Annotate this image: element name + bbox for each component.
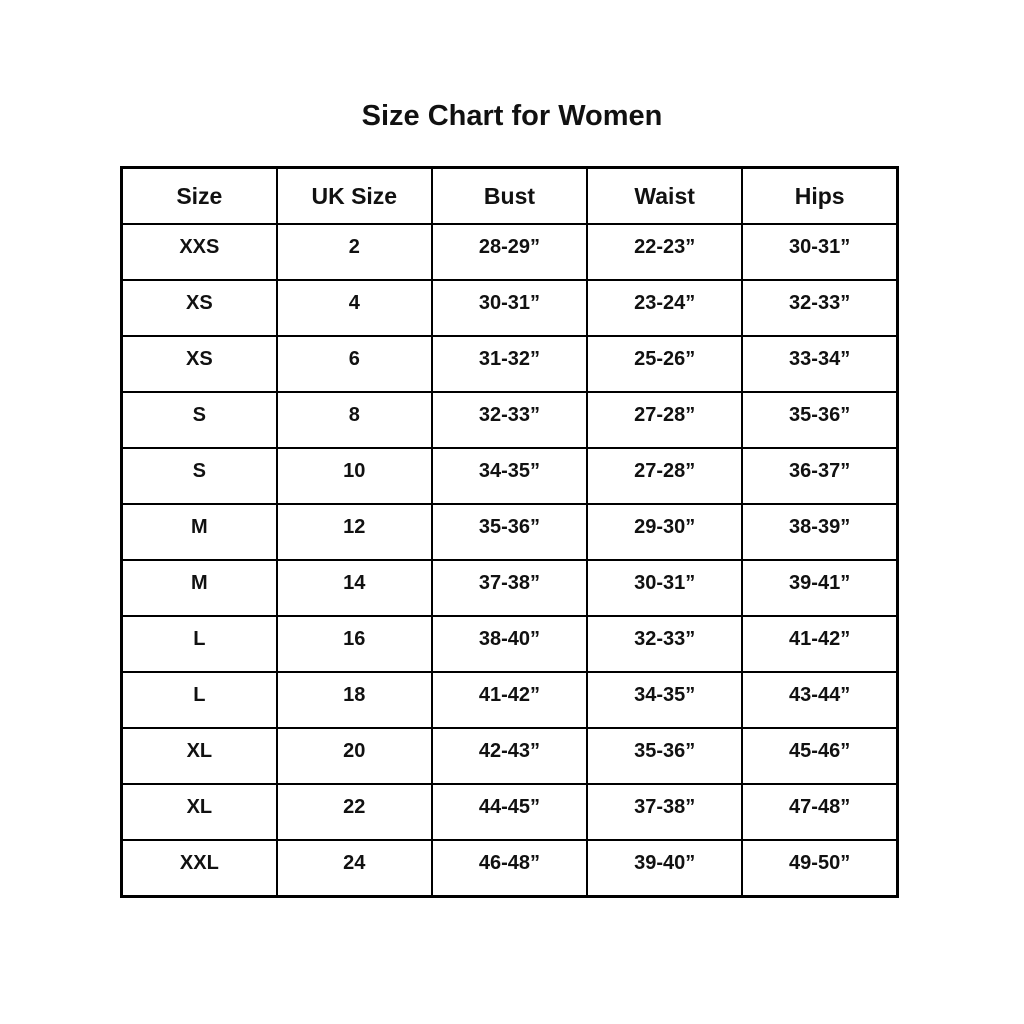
table-cell: 25-26”	[587, 336, 742, 392]
table-cell: 23-24”	[587, 280, 742, 336]
table-cell: 27-28”	[587, 392, 742, 448]
table-cell: 24	[277, 840, 432, 896]
table-cell: 49-50”	[742, 840, 897, 896]
table-cell: 39-40”	[587, 840, 742, 896]
table-cell: 37-38”	[432, 560, 587, 616]
column-header-waist: Waist	[587, 168, 742, 224]
table-row	[122, 672, 898, 728]
table-cell: 18	[277, 672, 432, 728]
table-cell: 47-48”	[742, 784, 897, 840]
table-cell: 34-35”	[432, 448, 587, 504]
table-row	[122, 616, 898, 672]
table-row	[122, 336, 898, 392]
table-row	[122, 840, 898, 896]
table-cell: 32-33”	[432, 392, 587, 448]
table-cell: 35-36”	[742, 392, 897, 448]
table-cell: 10	[277, 448, 432, 504]
table-cell: 32-33”	[742, 280, 897, 336]
table-cell: M	[122, 504, 277, 560]
table-cell: 29-30”	[587, 504, 742, 560]
column-header-size: Size	[122, 168, 277, 224]
table-cell: XS	[122, 280, 277, 336]
table-cell: 41-42”	[742, 616, 897, 672]
table-cell: 28-29”	[432, 224, 587, 280]
table-header-row	[122, 168, 898, 224]
table-cell: 12	[277, 504, 432, 560]
table-cell: XXS	[122, 224, 277, 280]
table-cell: 6	[277, 336, 432, 392]
table-cell: 35-36”	[587, 728, 742, 784]
table-cell: 42-43”	[432, 728, 587, 784]
table-cell: L	[122, 672, 277, 728]
table-row	[122, 280, 898, 336]
table-row	[122, 784, 898, 840]
table-cell: 16	[277, 616, 432, 672]
table-cell: 30-31”	[742, 224, 897, 280]
table-cell: S	[122, 448, 277, 504]
table-body	[122, 224, 898, 897]
table-cell: S	[122, 392, 277, 448]
table-row	[122, 728, 898, 784]
table-row	[122, 504, 898, 560]
table-cell: 30-31”	[432, 280, 587, 336]
table-cell: 35-36”	[432, 504, 587, 560]
table-cell: 44-45”	[432, 784, 587, 840]
table-cell: 38-39”	[742, 504, 897, 560]
table-row	[122, 560, 898, 616]
table-cell: 14	[277, 560, 432, 616]
table-row	[122, 224, 898, 280]
table-cell: 8	[277, 392, 432, 448]
table-cell: 46-48”	[432, 840, 587, 896]
table-cell: 22-23”	[587, 224, 742, 280]
table-cell: 45-46”	[742, 728, 897, 784]
table-cell: 22	[277, 784, 432, 840]
page-title: Size Chart for Women	[361, 100, 663, 132]
table-cell: 37-38”	[587, 784, 742, 840]
table-cell: 20	[277, 728, 432, 784]
column-header-bust: Bust	[432, 168, 587, 224]
table-cell: 32-33”	[587, 616, 742, 672]
table-cell: XS	[122, 336, 277, 392]
table-cell: 39-41”	[742, 560, 897, 616]
table-row	[122, 448, 898, 504]
table-cell: 41-42”	[432, 672, 587, 728]
column-header-hips: Hips	[742, 168, 897, 224]
table-cell: XL	[122, 728, 277, 784]
table-cell: 30-31”	[587, 560, 742, 616]
table-cell: 2	[277, 224, 432, 280]
table-cell: 31-32”	[432, 336, 587, 392]
table-cell: 4	[277, 280, 432, 336]
table-cell: 36-37”	[742, 448, 897, 504]
table-cell: 27-28”	[587, 448, 742, 504]
column-header-uk-size: UK Size	[277, 168, 432, 224]
table-cell: L	[122, 616, 277, 672]
table-cell: 38-40”	[432, 616, 587, 672]
size-chart-table	[120, 166, 899, 898]
table-cell: 34-35”	[587, 672, 742, 728]
table-cell: 33-34”	[742, 336, 897, 392]
table-cell: 43-44”	[742, 672, 897, 728]
table-cell: XL	[122, 784, 277, 840]
table-row	[122, 392, 898, 448]
table-cell: XXL	[122, 840, 277, 896]
table-header	[122, 168, 898, 224]
table-cell: M	[122, 560, 277, 616]
